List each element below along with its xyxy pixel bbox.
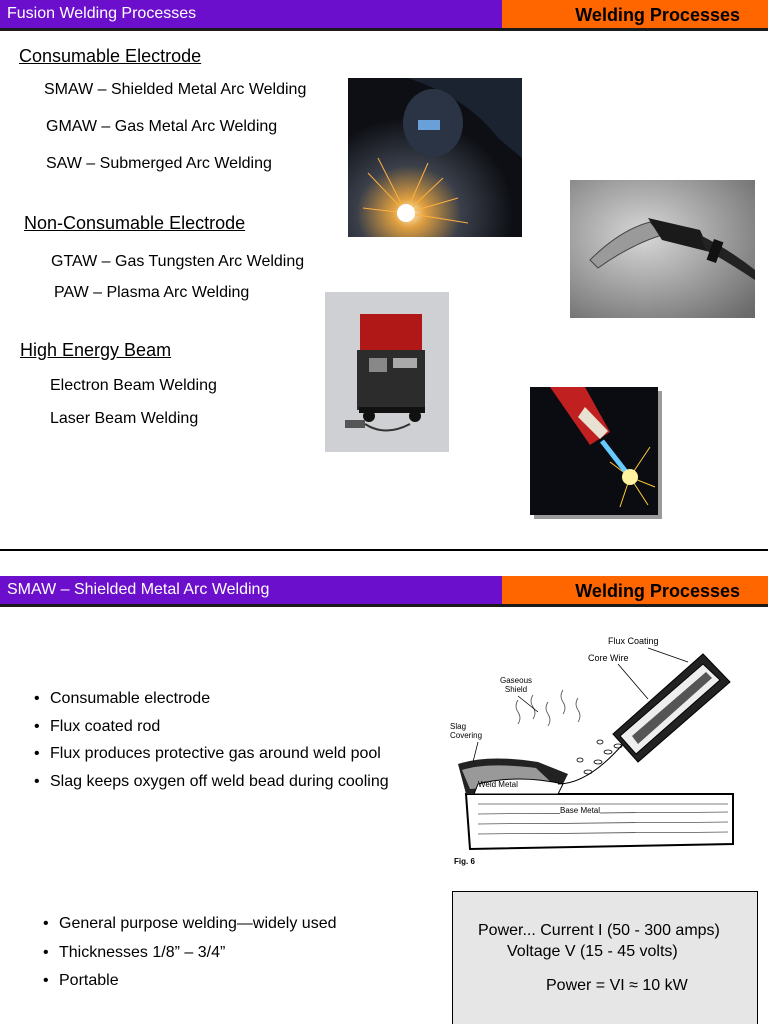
- weld-metal-label: Weld Metal: [478, 780, 518, 789]
- slide-smaw: [0, 576, 768, 1024]
- power-formula-line: Power = VI ≈ 10 kW: [546, 977, 688, 994]
- welding-machine-photo: [325, 292, 449, 452]
- list-item: GTAW – Gas Tungsten Arc Welding: [51, 253, 305, 270]
- smaw-features-list: [34, 685, 389, 795]
- slide-header: [0, 0, 768, 31]
- slag-covering-label: Slag Covering: [450, 722, 483, 740]
- list-item: SAW – Submerged Arc Welding: [46, 155, 272, 172]
- power-info-box: [452, 891, 758, 1024]
- welder-photo: [348, 78, 522, 237]
- power-current-line: Power... Current I (50 - 300 amps): [478, 922, 720, 939]
- non-consumable-heading: Non-Consumable Electrode: [24, 213, 246, 233]
- laser-torch-photo: [530, 387, 658, 515]
- smaw-usage-list: [43, 910, 337, 996]
- power-voltage-line: Voltage V (15 - 45 volts): [507, 943, 678, 960]
- slide-title: Fusion Welding Processes: [0, 0, 502, 28]
- gaseous-shield-label: Gaseous Shield: [500, 676, 533, 694]
- smaw-diagram: [448, 634, 738, 874]
- slide-title: SMAW – Shielded Metal Arc Welding: [0, 576, 502, 604]
- slide-header: [0, 576, 768, 607]
- header-divider: [0, 604, 768, 607]
- header-divider: [0, 28, 768, 31]
- list-item: • Slag keeps oxygen off weld bead during cooling: [34, 768, 389, 796]
- list-item: • General purpose welding—widely used: [43, 910, 337, 939]
- section-title: Welding Processes: [502, 576, 768, 604]
- consumable-heading: Consumable Electrode: [19, 46, 202, 66]
- list-item: Laser Beam Welding: [50, 410, 199, 427]
- list-item: Electron Beam Welding: [50, 377, 217, 394]
- core-wire-label: Core Wire: [588, 653, 629, 663]
- list-item: PAW – Plasma Arc Welding: [54, 284, 250, 301]
- list-item: SMAW – Shielded Metal Arc Welding: [44, 81, 307, 98]
- list-item: • Consumable electrode: [34, 685, 389, 713]
- mig-gun-photo: [570, 180, 755, 318]
- base-metal-label: Base Metal: [560, 806, 601, 815]
- flux-coating-label: Flux Coating: [608, 636, 659, 646]
- list-item: • Flux produces protective gas around weld pool: [34, 740, 389, 768]
- high-energy-heading: High Energy Beam: [20, 340, 172, 360]
- figure-label: Fig. 6: [454, 857, 475, 866]
- list-item: • Portable: [43, 967, 337, 996]
- list-item: • Flux coated rod: [34, 713, 389, 741]
- list-item: • Thicknesses 1/8” – 3/4”: [43, 939, 337, 968]
- list-item: GMAW – Gas Metal Arc Welding: [46, 118, 278, 135]
- section-title: Welding Processes: [502, 0, 768, 28]
- slide-separator: [0, 549, 768, 576]
